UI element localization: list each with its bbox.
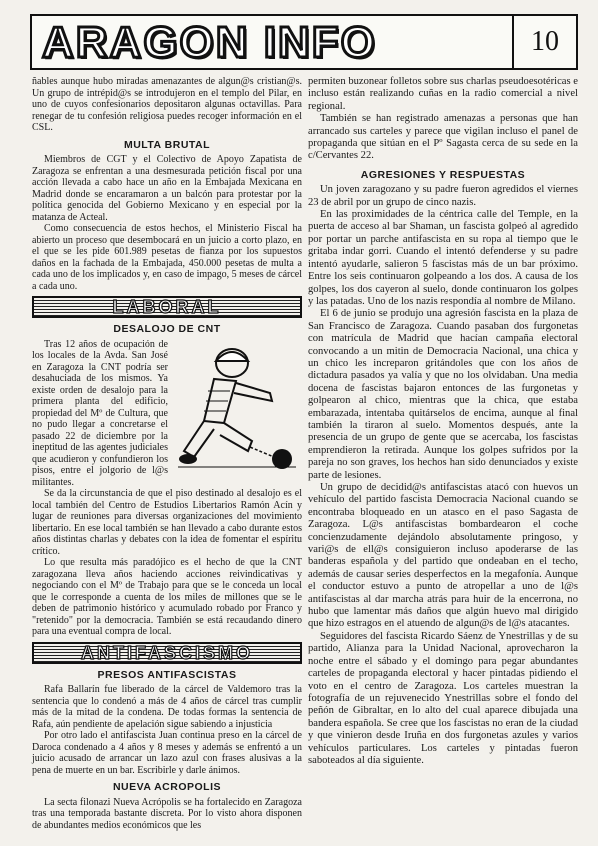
section-heading-multa: MULTA BRUTAL xyxy=(123,138,211,151)
masthead xyxy=(30,14,578,70)
paragraph: También se han registrado amenazas a personas que han arrancado sus carteles y parece que vigilan incluso el panel de propaganda que sitúan en el Pº Sagasta cerca de su sede en la c/Cervantes 22. xyxy=(308,113,578,162)
section-heading-desalojo: DESALOJO DE CNT xyxy=(113,323,221,335)
paragraph: Por otro lado el antifascista Juan continua preso en la cárcel de Daroca condenado a 4 años y 8 meses y además se enfrentó a un juicio acusado de arrancar un lazo azul con frases alusivas a la pena de muerte en un bar. Escribirle y darle ánimos. xyxy=(32,730,302,776)
paragraph: Lo que resulta más paradójico es el hecho de que la CNT zaragozana lleva años haciendo acciones reivindicativas y negociando con el Mº de Trabajo para que se le conceda un local que le corresponde a cuenta de los miles de millones que se le deben de patrimonio histórico y acumulado robado por Franco y "retenido" por la democracia. También se está recaudando dinero para una eventual compra de local. xyxy=(32,557,302,637)
paragraph: El 6 de junio se produjo una agresión fascista en la plaza de San Francisco de Zaragoza. Cuando pasaban dos furgonetas con matrícula de Madrid que hacían campaña electoral convocando a un mitin de Democracia Nacional, una chica y un chico les increparon gritándoles que con los años de dictadura pasados ya valía y que no los olvidaban. Una media docena de fascistas bajaron entonces de las furgonetas y golpearon al chico, mientras que la chica, que estaba embarazada, intentaba quitárselos de encima, aunque al final también la tiraron al suelo. Momentos después, ante la presencia de un grupo de gente que se acercaba, los fascistas emprendieron la retirada. Aunque los golpes sufridos por la pareja no son graves, los hechos han sido denunciados y existe parte de lesiones. xyxy=(308,308,578,481)
paragraph: Rafa Ballarín fue liberado de la cárcel de Valdemoro tras la sentencia que lo condenó a más de 4 años de cárcel tras cumplir más de la mitad de la condena. De todas formas la sentencia de Rafa, aún pendiente de apelación sigue sabiendo a injusticia xyxy=(32,684,302,730)
section-heading-agresiones: AGRESIONES Y RESPUESTAS xyxy=(360,168,526,181)
section-heading-presos: PRESOS ANTIFASCISTAS xyxy=(97,668,237,681)
section-heading-acropolis: NUEVA ACROPOLIS xyxy=(112,781,222,793)
banner-laboral: LABORAL xyxy=(32,296,302,318)
prisoner-illustration xyxy=(174,341,302,481)
paragraph: Tras 12 años de ocupación de los locales de la Avda. San José en Zaragoza la CNT podría ser desahuciada de los mismos. Ya existe orden de desalojo para la primera planta del edificio, propiedad del Mº de Cultura, que no pudo llegar a concretarse el pasado 22 de diciembre por la ineptitud de las agentes judiciales que acudieron y confundieron los pisos, entre el jolgorio de l@s militantes. xyxy=(32,338,168,488)
paragraph: Un grupo de decidid@s antifascistas atacó con huevos un vehículo del partido fascista Democracia Nacional cuando se encontraba bloqueado en un atasco en el paso Sagasta de Zaragoza. L@s antifascistas bombardearon el coche concienzudamente dejándolo absolutamente pringoso, y vari@s de ell@s consiguieron incluso apoderarse de las banderas española y del partido que ondeaban en el techo, además de causar series desperfectos en la megafonía. Aunque el conductor estuvo a punto de atropellar a uno de l@s antifascistas al dar marcha atrás para huir de la encerrona, no hubo que lamentar más daños que algún huevo mal dirigido que hizo estragos en el atuendo de algun@s de l@s atacantes. xyxy=(308,482,578,630)
paragraph: Se da la circunstancia de que el piso destinado al desalojo es el local también del Centro de Estudios Libertarios Ramón Acín y lugar de reuniones para diversas organizaciones del movimiento libertario. En ese local también se han llevado a cabo durante estos años distintas charlas y debates con la idea de fomentar el espíritu crítico. xyxy=(32,488,302,557)
paragraph: permiten buzonear folletos sobre sus charlas pseudoesotéricas e incluso están realizando cuñas en la radio comercial a nivel regional. xyxy=(308,76,578,112)
right-column xyxy=(308,76,578,767)
paragraph: Seguidores del fascista Ricardo Sáenz de Ynestrillas y de su partido, Alianza para la Unidad Nacional, aprovecharon la noche entre el sábado y el domingo para pegar abundantes carteles de propaganda electoral y hacer pintadas pidiendo el voto en el centro de Zaragoza. Los carteles muestran la fotografía de un rejuvenecido Ynestrillas sobre el fondo del peñón de Gibraltar, en lo alto del cual aparece dibujada una bandera española. Se cree que los fascistas no eran de la ciudad y que vinieron desde Iruña en dos furgonetas azules y varios vehículos particulares. Los carteles y pintadas fueron saboteados al día siguiente. xyxy=(308,630,578,766)
page-number: 10 xyxy=(512,16,576,68)
banner-antifascismo: ANTIFASCISMO xyxy=(32,642,302,664)
paragraph: En las proximidades de la céntrica calle del Temple, en la puerta de acceso al bar Shaman, un fascista golpeó al agredido por portar un parche antifascista en su ropa al tiempo que le gritaba indar gorri. Cuando el intentó defenderse y su padre intentó ayudarle, salieron 5 fascistas más de un bar próximo. Entre los seis continuaron golpeando a los dos. A causa de los golpes, los dos cayeron al suelo, donde continuaron los golpes y las patadas. Uno de los nazis respondía al nombre de Milano. xyxy=(308,209,578,307)
paragraph: La secta filonazi Nueva Acrópolis se ha fortalecido en Zaragoza tras una temporada bastante discreta. Por lo visto ahora disponen de abundantes medios económicos que les xyxy=(32,796,302,831)
paragraph: Un joven zaragozano y su padre fueron agredidos el viernes 23 de abril por un grupo de cinco nazis. xyxy=(308,184,578,208)
left-column xyxy=(32,76,302,831)
paragraph: ñables aunque hubo miradas amenazantes de algun@s cristian@s. Un grupo de intrépid@s se introdujeron en el templo del Pilar, en uno de cuyos confesionarios depositaron algunas octavillas. Para renegar de tu confesión religiosa puedes recoger información en el CSL. xyxy=(32,76,302,133)
paragraph: Miembros de CGT y el Colectivo de Apoyo Zapatista de Zaragoza se enfrentan a una desmesurada petición fiscal por una acción llevada a cabo hace un año en la Embajada Mexicana en Madrid donde se encaramaron a un balcón para protestar por la política genocida del Gobierno Mexicano y en especial por la matanza de Acteal. xyxy=(32,154,302,223)
masthead-title: ARAGON INFO xyxy=(42,19,512,67)
paragraph: Como consecuencia de estos hechos, el Ministerio Fiscal ha abierto un proceso que desembocará en un juicio a corto plazo, en el que se les pide 601.989 pesetas de fianza por los supuestos daños en la fachada de la Embajada, 450.000 pesetas de multa a cada uno de los implicados y, en caso de impago, 5 meses de cárcel a cada uno. xyxy=(32,223,302,292)
